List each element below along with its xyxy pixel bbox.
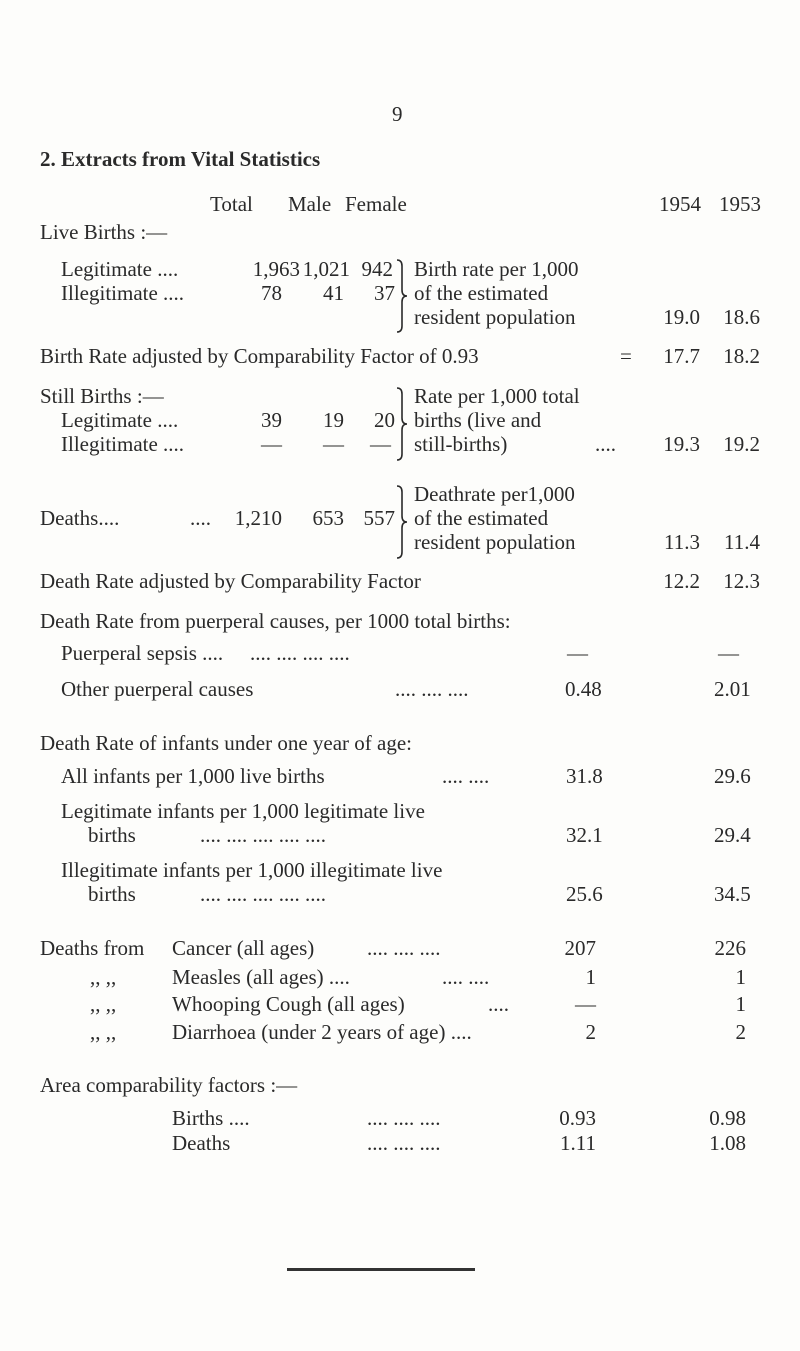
infants-legit-line-2: births xyxy=(88,823,136,847)
infants-illegit-line-2: births xyxy=(88,882,136,906)
area-births-1953: 0.98 xyxy=(709,1106,746,1130)
cause-3-1953: 1 xyxy=(735,992,746,1016)
deaths-rate-1954: 11.3 xyxy=(664,530,700,554)
infants-illegit-dots: .... .... .... .... .... xyxy=(200,882,326,906)
live-illegit-total: 78 xyxy=(261,281,282,305)
live-rate-1954: 19.0 xyxy=(663,305,700,329)
col-header-total: Total xyxy=(210,192,253,216)
cause-2-1953: 1 xyxy=(735,965,746,989)
live-note-1: Birth rate per 1,000 xyxy=(414,257,579,281)
page-number: 9 xyxy=(392,102,403,126)
cause-1-prefix: Deaths from xyxy=(40,936,145,960)
cause-4-1954: 2 xyxy=(585,1020,596,1044)
still-rate-1954: 19.3 xyxy=(663,432,700,456)
brace-deaths xyxy=(394,484,408,560)
live-illegit-male: 41 xyxy=(323,281,344,305)
live-legit-female: 942 xyxy=(361,257,393,281)
col-header-1954: 1954 xyxy=(659,192,701,216)
still-legit-female: 20 xyxy=(374,408,395,432)
live-note-3: resident population xyxy=(414,305,576,329)
page-heading: 2. Extracts from Vital Statistics xyxy=(40,147,321,171)
infants-illegit-1954: 25.6 xyxy=(566,882,603,906)
adjusted-birth-label: Birth Rate adjusted by Comparability Factor of 0.93 xyxy=(40,344,479,368)
infants-all-dots: .... .... xyxy=(442,764,490,788)
still-births-label: Still Births :— xyxy=(40,384,164,408)
puerperal-row-1-1953: — xyxy=(718,641,739,665)
puerperal-row-1-dots: .... .... .... .... xyxy=(250,641,350,665)
cause-1-label: Cancer (all ages) xyxy=(172,936,315,960)
cause-3-dots: .... xyxy=(488,992,509,1016)
puerperal-row-2-dots: .... .... .... xyxy=(395,677,469,701)
still-illegit-female: — xyxy=(370,432,391,456)
brace-still-births xyxy=(394,386,408,462)
still-dots: .... xyxy=(595,432,616,456)
infants-legit-dots: .... .... .... .... .... xyxy=(200,823,326,847)
cause-3-1954: — xyxy=(575,992,596,1016)
deaths-note-3: resident population xyxy=(414,530,576,554)
puerperal-row-1-label: Puerperal sepsis .... xyxy=(61,641,224,665)
brace-live-births xyxy=(394,258,408,334)
infants-heading: Death Rate of infants under one year of age: xyxy=(40,731,413,755)
puerperal-row-2-label: Other puerperal causes xyxy=(61,677,254,701)
still-note-1: Rate per 1,000 total xyxy=(414,384,580,408)
deaths-note-2: of the estimated xyxy=(414,506,549,530)
cause-1-1954: 207 xyxy=(564,936,596,960)
live-births-label: Live Births :— xyxy=(40,220,168,244)
live-rate-1953: 18.6 xyxy=(723,305,760,329)
infants-all-1953: 29.6 xyxy=(714,764,751,788)
live-illegit-label: Illegitimate .... xyxy=(61,281,185,305)
cause-4-prefix: ,, ,, xyxy=(90,1020,117,1044)
puerperal-row-2-1954: 0.48 xyxy=(565,677,602,701)
infants-illegit-line-1: Illegitimate infants per 1,000 illegitimate live xyxy=(61,858,443,882)
area-deaths-1953: 1.08 xyxy=(709,1131,746,1155)
closing-rule xyxy=(287,1268,475,1271)
infants-all-1954: 31.8 xyxy=(566,764,603,788)
live-illegit-female: 37 xyxy=(374,281,395,305)
cause-1-1953: 226 xyxy=(714,936,746,960)
cause-4-1953: 2 xyxy=(735,1020,746,1044)
area-deaths-dots: .... .... .... xyxy=(367,1131,441,1155)
infants-legit-1954: 32.1 xyxy=(566,823,603,847)
live-legit-total: 1,963 xyxy=(252,257,300,281)
adjusted-death-1954: 12.2 xyxy=(663,569,700,593)
live-note-2: of the estimated xyxy=(414,281,549,305)
still-legit-label: Legitimate .... xyxy=(61,408,179,432)
infants-all-label: All infants per 1,000 live births xyxy=(61,764,325,788)
still-illegit-total: — xyxy=(261,432,282,456)
adjusted-birth-eq: = xyxy=(620,344,632,368)
deaths-total: 1,210 xyxy=(234,506,282,530)
puerperal-heading: Death Rate from puerperal causes, per 1000 total births: xyxy=(40,609,511,633)
cause-2-1954: 1 xyxy=(585,965,596,989)
infants-illegit-1953: 34.5 xyxy=(714,882,751,906)
still-note-3: still-births) xyxy=(414,432,508,456)
col-header-male: Male xyxy=(288,192,332,216)
still-legit-male: 19 xyxy=(323,408,344,432)
adjusted-birth-1954: 17.7 xyxy=(663,344,700,368)
deaths-female: 557 xyxy=(363,506,395,530)
adjusted-death-label: Death Rate adjusted by Comparability Factor xyxy=(40,569,421,593)
live-legit-label: Legitimate .... xyxy=(61,257,179,281)
col-header-female: Female xyxy=(345,192,407,216)
deaths-note-1: Deathrate per1,000 xyxy=(414,482,575,506)
still-legit-total: 39 xyxy=(261,408,282,432)
area-deaths-label: Deaths xyxy=(172,1131,231,1155)
cause-3-label: Whooping Cough (all ages) xyxy=(172,992,405,1016)
cause-2-label: Measles (all ages) .... xyxy=(172,965,350,989)
area-births-label: Births .... xyxy=(172,1106,250,1130)
cause-1-dots: .... .... .... xyxy=(367,936,441,960)
still-rate-1953: 19.2 xyxy=(723,432,760,456)
adjusted-birth-1953: 18.2 xyxy=(723,344,760,368)
col-header-1953: 1953 xyxy=(719,192,761,216)
area-heading: Area comparability factors :— xyxy=(40,1073,298,1097)
deaths-male: 653 xyxy=(312,506,344,530)
still-illegit-label: Illegitimate .... xyxy=(61,432,185,456)
infants-legit-1953: 29.4 xyxy=(714,823,751,847)
deaths-dots: .... xyxy=(190,506,211,530)
deaths-rate-1953: 11.4 xyxy=(724,530,760,554)
infants-legit-line-1: Legitimate infants per 1,000 legitimate live xyxy=(61,799,425,823)
puerperal-row-1-1954: — xyxy=(567,641,588,665)
still-note-2: births (live and xyxy=(414,408,542,432)
puerperal-row-2-1953: 2.01 xyxy=(714,677,751,701)
cause-2-prefix: ,, ,, xyxy=(90,965,117,989)
still-illegit-male: — xyxy=(323,432,344,456)
cause-3-prefix: ,, ,, xyxy=(90,992,117,1016)
cause-2-dots: .... .... xyxy=(442,965,490,989)
deaths-label: Deaths.... xyxy=(40,506,120,530)
area-births-1954: 0.93 xyxy=(559,1106,596,1130)
area-deaths-1954: 1.11 xyxy=(560,1131,596,1155)
area-births-dots: .... .... .... xyxy=(367,1106,441,1130)
adjusted-death-1953: 12.3 xyxy=(723,569,760,593)
cause-4-label: Diarrhoea (under 2 years of age) .... xyxy=(172,1020,472,1044)
live-legit-male: 1,021 xyxy=(302,257,350,281)
